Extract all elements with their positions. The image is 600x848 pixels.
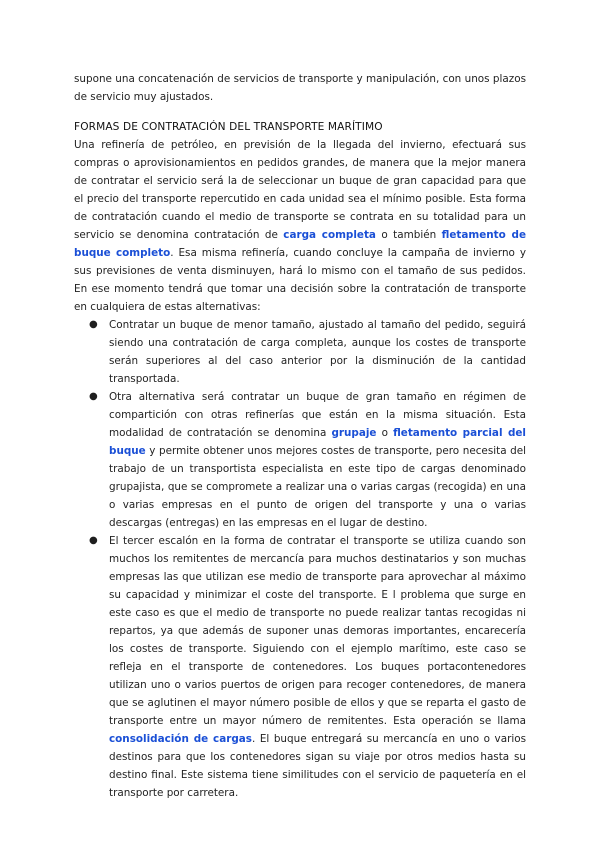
intro-paragraph: supone una concatenación de servicios de transporte y manipulación, con unos plazos de servicio muy ajustados. (74, 73, 526, 103)
paragraph-text: o (376, 427, 394, 439)
term-grupaje: grupaje (331, 427, 377, 439)
document-page (74, 70, 526, 802)
paragraph-text: Otra alternativa será contratar un buque de gran tamaño en régimen de compartición con otras refinerías que están en la misma situación. Esta modalidad de contratación se denomina (109, 391, 526, 439)
bullet-icon: ● (89, 391, 98, 402)
paragraph-text: El tercer escalón en la forma de contratar el transporte se utiliza cuando son muchos los remitentes de mercancía para muchos destinatarios y son muchas empresas las que utilizan ese medio de transporte para aprovechar al máximo su capacidad y minimizar el coste del transporte. E l problema que surge en este caso es que el medio de transporte no puede realizar tantas recogidas ni repartos, ya que además de suponer unas demoras importantes, encarecería los costes de transporte. Siguiendo con el ejemplo marítimo, este caso se refleja en el transporte de contenedores. Los buques portacontenedores utilizan uno o varios puertos de origen para recoger contenedores, de manera que se aglutinen el mayor número posible de ellos y que se reparta el gasto de transporte entre un mayor número de remitentes. Esta operación se llama (109, 535, 526, 727)
term-carga-completa: carga completa (283, 229, 376, 241)
term-fletamento-parcial: fletamento parcial del buque (109, 427, 526, 457)
paragraph-text: o también (375, 229, 442, 241)
list-item (74, 316, 526, 388)
paragraph-text: y permite obtener unos mejores costes de transporte, pero necesita del trabajo de un transportista especialista en este tipo de cargas denominado grupajista, que se compromete a realizar una o varias cargas (recogida) en una o varias empresas en el punto de origen del transporte y una o varias descargas (entregas) en las empresas en el lugar de destino. (109, 445, 526, 529)
paragraph-refineria (74, 136, 526, 316)
alternatives-list (74, 316, 526, 802)
list-item-text (109, 388, 526, 532)
list-item (74, 532, 526, 802)
list-item (74, 388, 526, 532)
list-item-text (109, 532, 526, 802)
list-item-text: Contratar un buque de menor tamaño, ajustado al tamaño del pedido, seguirá siendo una contratación de carga completa, aunque los costes de transporte serán superiores al del caso anterior por la disminución de la cantidad transportada. (109, 319, 526, 385)
term-fletamento-buque-completo: fletamento de buque completo (74, 229, 526, 259)
paragraph-text: . Esa misma refinería, cuando concluye la campaña de invierno y sus previsiones de venta disminuyen, hará lo mismo con el tamaño de sus pedidos. En ese momento tendrá que tomar una decisión sobre la contratación de transporte en cualquiera de estas alternativas: (74, 247, 526, 313)
bullet-icon: ● (89, 535, 98, 546)
paragraph-text: . El buque entregará su mercancía en uno o varios destinos para que los contenedores sigan su viaje por otros medios hasta su destino final. Este sistema tiene similitudes con el servicio de paquetería en el transporte por carretera. (109, 733, 526, 799)
term-consolidacion-cargas: consolidación de cargas (109, 733, 252, 745)
paragraph-text: Una refinería de petróleo, en previsión de la llegada del invierno, efectuará sus compras o aprovisionamientos en pedidos grandes, de manera que la mejor manera de contratar el servicio será la de seleccionar un buque de gran capacidad para que el precio del transporte repercutido en cada unidad sea el mínimo posible. Esta forma de contratación cuando el medio de transporte se contrata en su totalidad para un servicio se denomina contratación de (74, 139, 526, 241)
section-heading: FORMAS DE CONTRATACIÓN DEL TRANSPORTE MARÍTIMO (74, 121, 383, 133)
bullet-icon: ● (89, 319, 98, 330)
